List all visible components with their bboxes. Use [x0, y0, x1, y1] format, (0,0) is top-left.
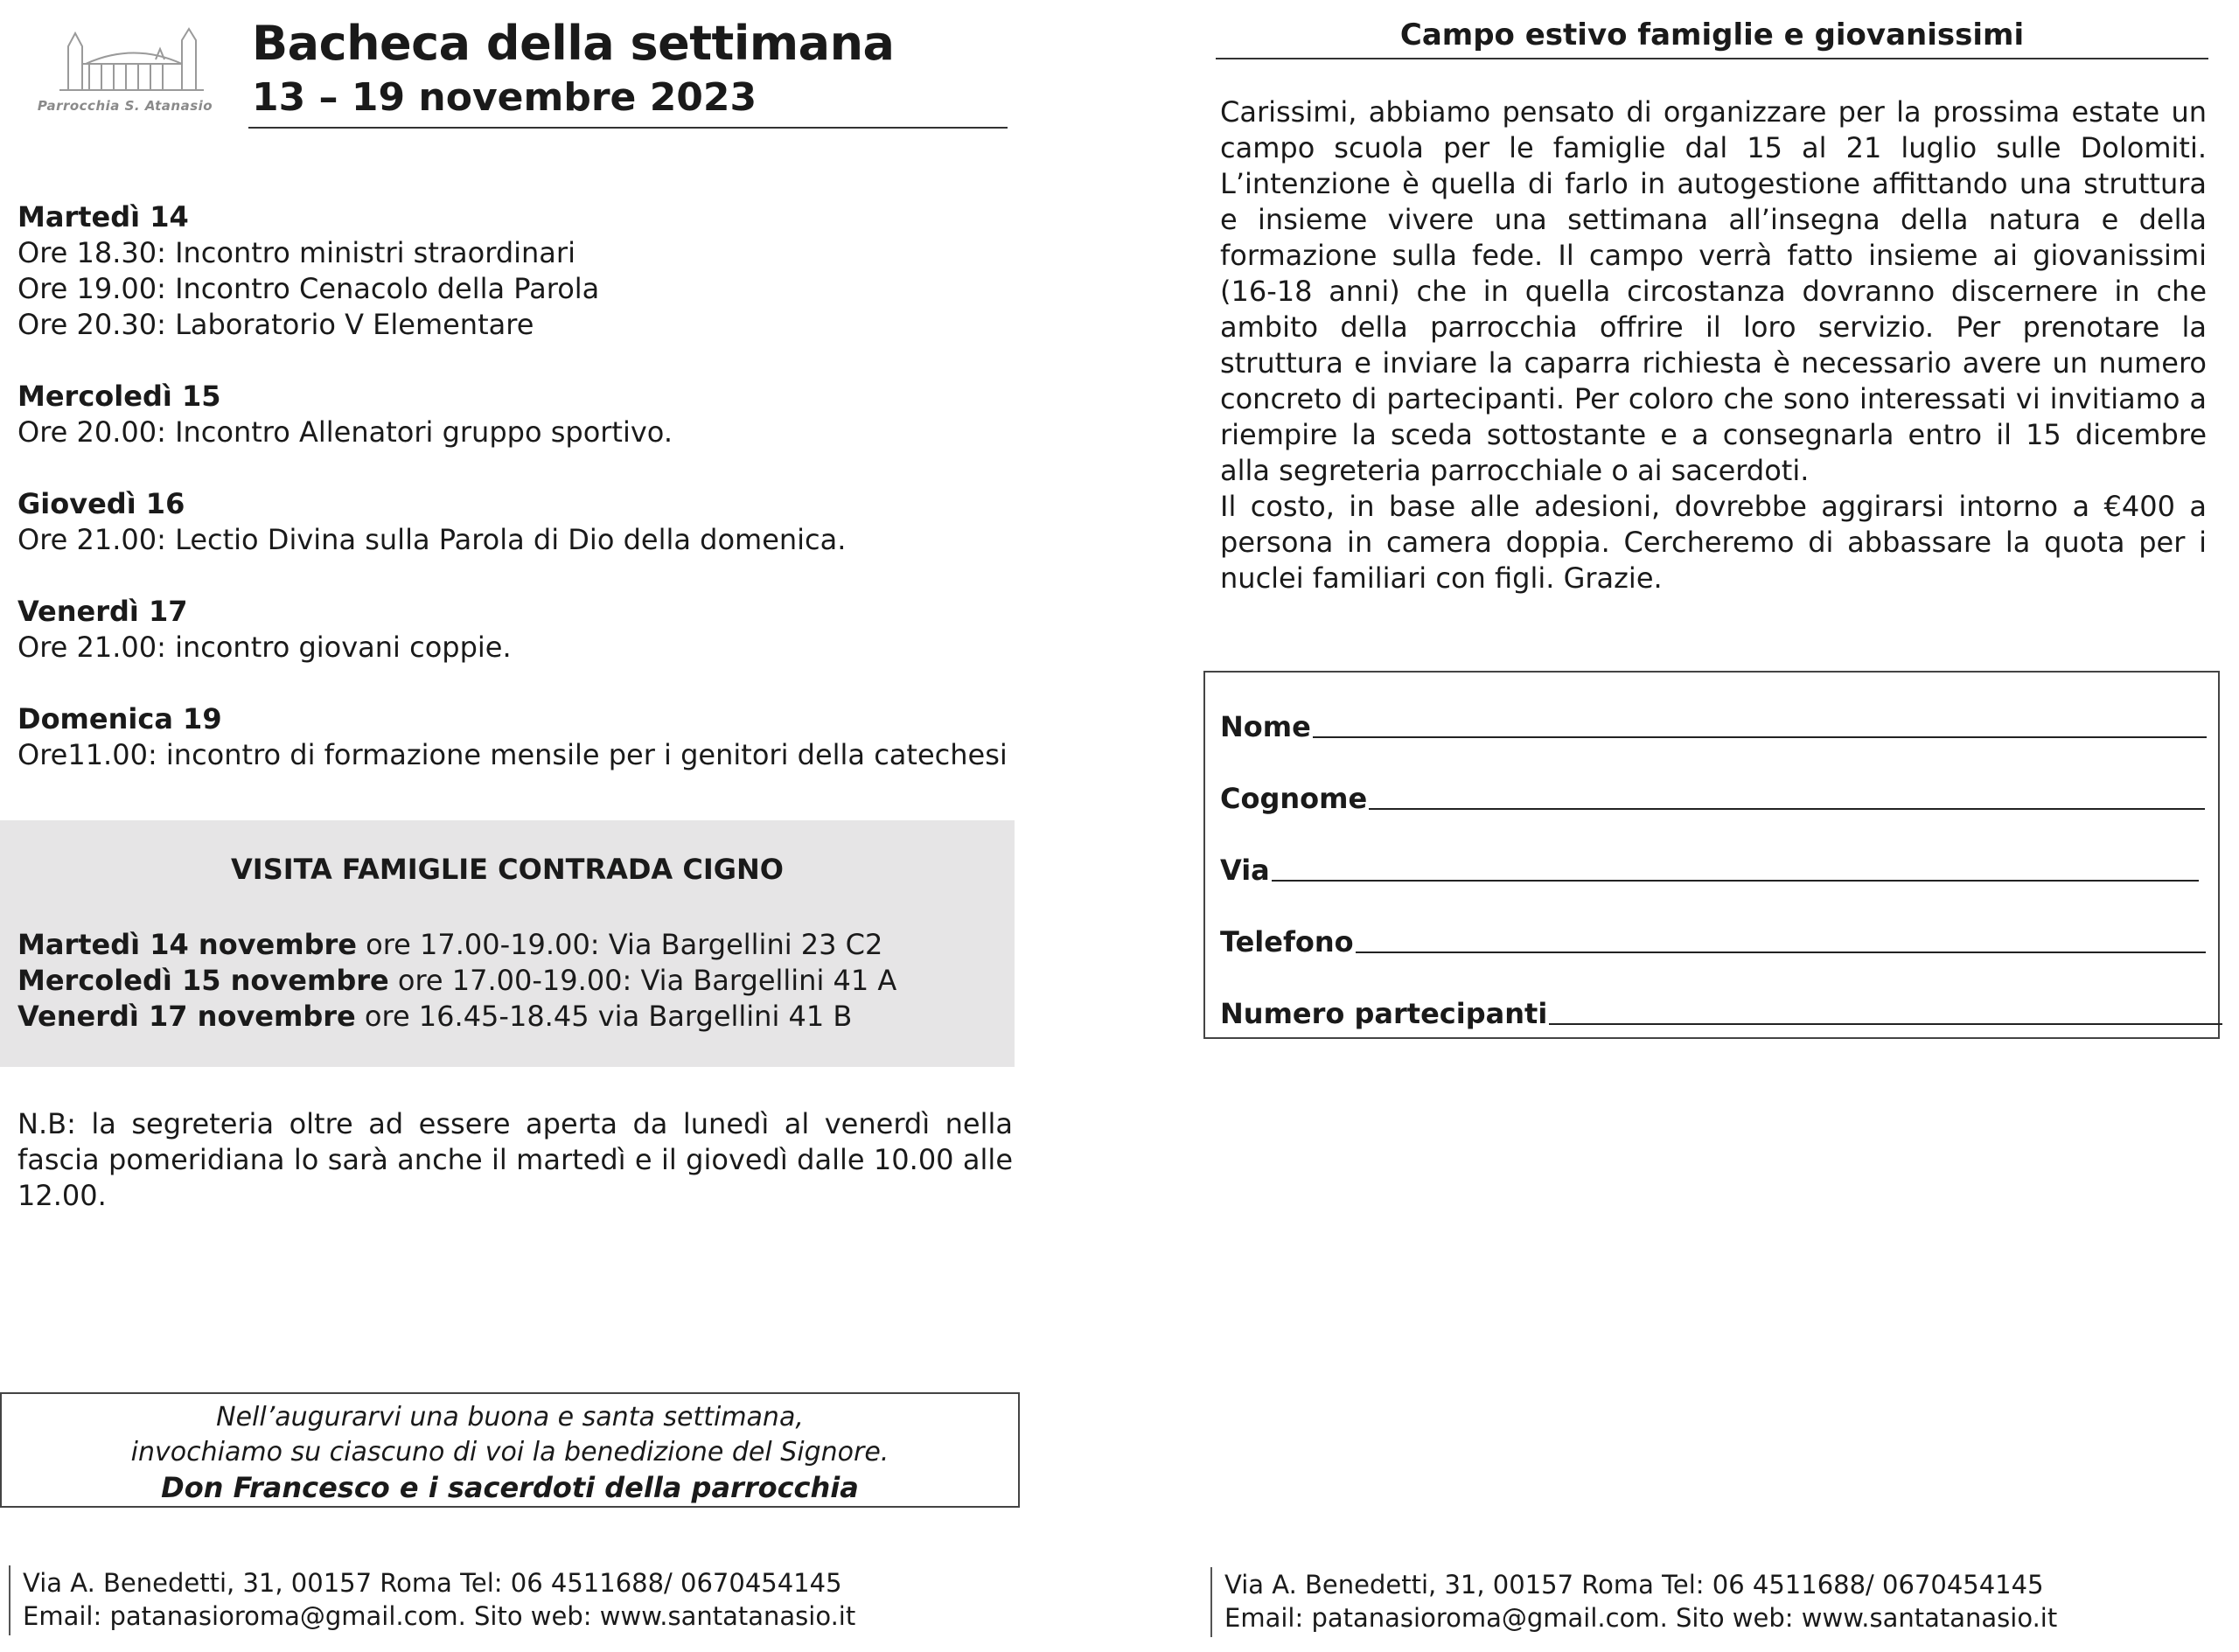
telefono-field[interactable] [1356, 951, 2206, 953]
event-line: Ore 21.00: incontro giovani coppie. [17, 631, 512, 664]
camp-title: Campo estivo famiglie e giovanissimi [1399, 17, 2025, 52]
event-line: Ore 18.30: Incontro ministri straordinari [17, 236, 575, 269]
form-row-partecipanti[interactable] [1220, 997, 2222, 1030]
event-line: Ore 20.30: Laboratorio V Elementare [17, 308, 534, 341]
week-date: 13 – 19 novembre 2023 [252, 75, 757, 120]
event-line: Ore11.00: incontro di formazione mensile per i genitori della catechesi [17, 738, 1008, 771]
schedule-day [17, 594, 1023, 666]
visit-row [17, 927, 882, 963]
visit-date: Venerdì 17 novembre [17, 1000, 356, 1033]
nome-label: Nome [1220, 710, 1311, 743]
day-heading: Venerdì 17 [17, 595, 188, 628]
parish-logo [24, 24, 226, 121]
footer-right [1224, 1568, 2057, 1635]
via-field[interactable] [1272, 880, 2199, 882]
event-line: Ore 19.00: Incontro Cenacolo della Parola [17, 272, 600, 305]
greeting-signature: Don Francesco e i sacerdoti della parrocchia [161, 1471, 859, 1504]
form-row-telefono[interactable] [1220, 925, 2206, 958]
visit-detail: ore 16.45-18.45 via Bargellini 41 B [355, 1000, 853, 1033]
visit-row [17, 963, 896, 999]
visit-detail: ore 17.00-19.00: Via Bargellini 41 A [388, 964, 897, 997]
event-line: Ore 20.00: Incontro Allenatori gruppo sportivo. [17, 415, 673, 449]
camp-paragraph: Il costo, in base alle adesioni, dovrebbe aggirarsi intorno a €400 a persona in camera doppia. Cercheremo di abbassare la quota per i nuclei familiari con figli. Grazie. [1220, 490, 2207, 595]
greeting-line: Nell’augurarvi una buona e santa settimana, [216, 1402, 804, 1432]
partecipanti-field[interactable] [1549, 1023, 2222, 1025]
visit-date: Martedì 14 novembre [17, 928, 357, 961]
greeting-line: invochiamo su ciascuno di voi la benedizione del Signore. [130, 1437, 889, 1467]
logo-text: Parrocchia S. Atanasio [37, 98, 213, 114]
partecipanti-label: Numero partecipanti [1220, 997, 1548, 1030]
schedule-day [17, 379, 1023, 450]
via-label: Via [1220, 854, 1270, 887]
day-heading: Martedì 14 [17, 200, 189, 234]
day-heading: Giovedì 16 [17, 487, 185, 520]
event-line: Ore 21.00: Lectio Divina sulla Parola di Dio della domenica. [17, 523, 847, 556]
church-building-icon [51, 24, 208, 94]
visit-detail: ore 17.00-19.00: Via Bargellini 23 C2 [356, 928, 883, 961]
visit-row [17, 999, 852, 1035]
day-heading: Domenica 19 [17, 702, 222, 735]
day-heading: Mercoledì 15 [17, 380, 221, 413]
cognome-field[interactable] [1369, 808, 2205, 810]
title-divider [248, 127, 1008, 129]
schedule-day [17, 701, 1023, 773]
footer-left [23, 1566, 855, 1633]
camp-description [1220, 94, 2207, 596]
page-title: Bacheca della settimana [252, 16, 895, 71]
footer-divider [9, 1565, 10, 1635]
form-row-cognome[interactable] [1220, 782, 2205, 815]
form-row-via[interactable] [1220, 854, 2199, 887]
camp-divider [1216, 58, 2208, 59]
footer-divider [1210, 1567, 1212, 1637]
nome-field[interactable] [1313, 736, 2207, 738]
schedule-day [17, 199, 1023, 343]
camp-paragraph: Carissimi, abbiamo pensato di organizzare per la prossima estate un campo scuola per le famiglie dal 15 al 21 luglio sulle Dolomiti. L’intenzione è quella di farlo in autogestione affittando una struttura e insieme vivere una settimana all’insegna della natura e della formazione sulla fede. Il campo verrà fatto insieme ai giovanissimi (16-18 anni) che in quella circostanza dovranno discernere in che ambito della parrocchia offrire il loro servizio. Per prenotare la struttura e inviare la caparra richiesta è necessario avere un numero concreto di partecipanti. Per coloro che sono interessati vi invitiamo a riempire la sceda sottostante e a consegnarla entro il 15 dicembre alla segreteria parrocchiale o ai sacerdoti. [1220, 95, 2207, 487]
footer-contact: Email: patanasioroma@gmail.com. Sito web: www.santatanasio.it [1224, 1603, 2058, 1633]
footer-contact: Email: patanasioroma@gmail.com. Sito web: www.santatanasio.it [23, 1601, 856, 1631]
schedule-day [17, 486, 1023, 558]
visit-title: VISITA FAMIGLIE CONTRADA CIGNO [231, 853, 784, 886]
form-row-nome[interactable] [1220, 710, 2207, 743]
visit-date: Mercoledì 15 novembre [17, 964, 389, 997]
telefono-label: Telefono [1220, 925, 1354, 958]
footer-address: Via A. Benedetti, 31, 00157 Roma Tel: 06 4511688/ 0670454145 [1224, 1570, 2044, 1600]
cognome-label: Cognome [1220, 782, 1368, 815]
office-hours-note: N.B: la segreteria oltre ad essere aperta da lunedì al venerdì nella fascia pomeridiana lo sarà anche il martedì e il giovedì dalle 10.00 alle 12.00. [17, 1107, 1013, 1212]
footer-address: Via A. Benedetti, 31, 00157 Roma Tel: 06 4511688/ 0670454145 [23, 1568, 842, 1598]
